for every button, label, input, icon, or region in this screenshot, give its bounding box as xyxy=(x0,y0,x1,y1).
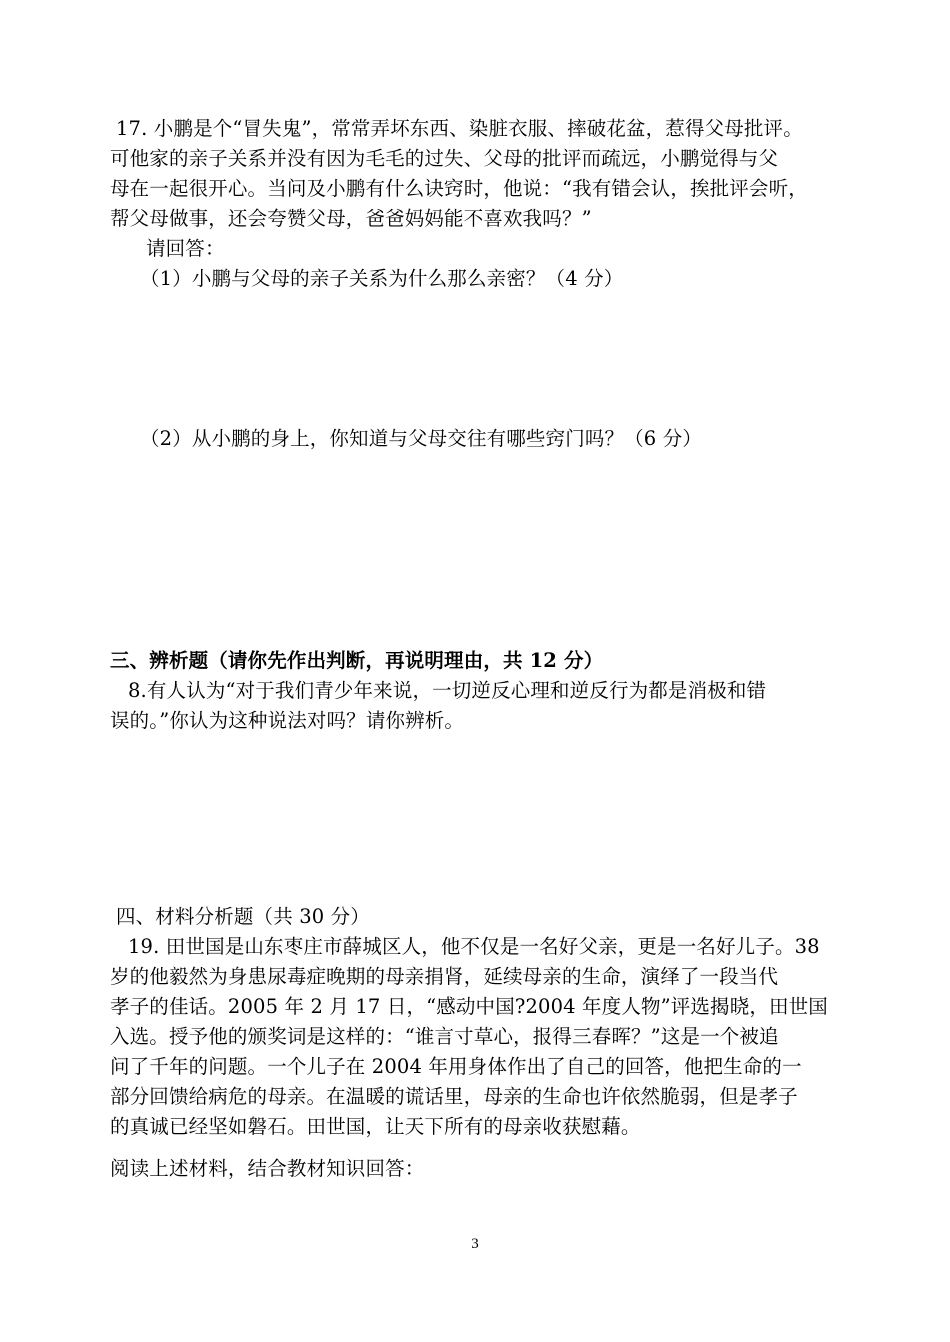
section4-line-4: 入选。授予他的颁奖词是这样的：“谁言寸草心，报得三春晖？”这是一个被追 xyxy=(110,1025,779,1048)
section4-line-3: 孝子的佳话。2005 年 2 月 17 日，“感动中国?2004 年度人物”评选揭晓，田世国 xyxy=(110,995,828,1018)
q17-prompt: 请回答： xyxy=(146,237,225,260)
section4-line-7: 的真诚已经坚如磐石。田世国，让天下所有的母亲收获慰藉。 xyxy=(110,1115,641,1138)
section4-line-6: 部分回馈给病危的母亲。在温暖的谎话里，母亲的生命也许依然脆弱，但是孝子 xyxy=(110,1085,798,1108)
page-number: 3 xyxy=(471,1236,479,1252)
section4-prompt: 阅读上述材料，结合教材知识回答： xyxy=(110,1157,425,1180)
section4-line-2: 岁的他毅然为身患尿毒症晚期的母亲捐肾，延续母亲的生命，演绎了一段当代 xyxy=(110,965,779,988)
q17-line-4: 帮父母做事，还会夸赞父母，爸爸妈妈能不喜欢我吗？” xyxy=(110,207,592,230)
q17-line-3: 母在一起很开心。当问及小鹏有什么诀窍时，他说：“我有错会认，挨批评会听， xyxy=(110,177,808,200)
q17-line-1: 17. 小鹏是个“冒失鬼”，常常弄坏东西、染脏衣服、摔破花盆，惹得父母批评。 xyxy=(116,117,803,140)
section4-line-1: 19. 田世国是山东枣庄市薛城区人，他不仅是一名好父亲，更是一名好儿子。38 xyxy=(128,935,820,958)
q17-line-2: 可他家的亲子关系并没有因为毛毛的过失、父母的批评而疏远，小鹏觉得与父 xyxy=(110,147,779,170)
section3-line-1: 8.有人认为“对于我们青少年来说，一切逆反心理和逆反行为都是消极和错 xyxy=(128,679,767,702)
section4-heading: 四、材料分析题（共 30 分） xyxy=(116,905,370,928)
q17-sub-question-2: （2）从小鹏的身上，你知道与父母交往有哪些窍门吗？（6 分） xyxy=(140,427,703,450)
section4-line-5: 问了千年的问题。一个儿子在 2004 年用身体作出了自己的回答，他把生命的一 xyxy=(110,1055,802,1078)
section3-heading: 三、辨析题（请你先作出判断，再说明理由，共 12 分） xyxy=(110,649,604,672)
section3-line-2: 误的。”你认为这种说法对吗？请你辨析。 xyxy=(110,709,465,732)
q17-sub-question-1: （1）小鹏与父母的亲子关系为什么那么亲密？（4 分） xyxy=(140,267,624,290)
